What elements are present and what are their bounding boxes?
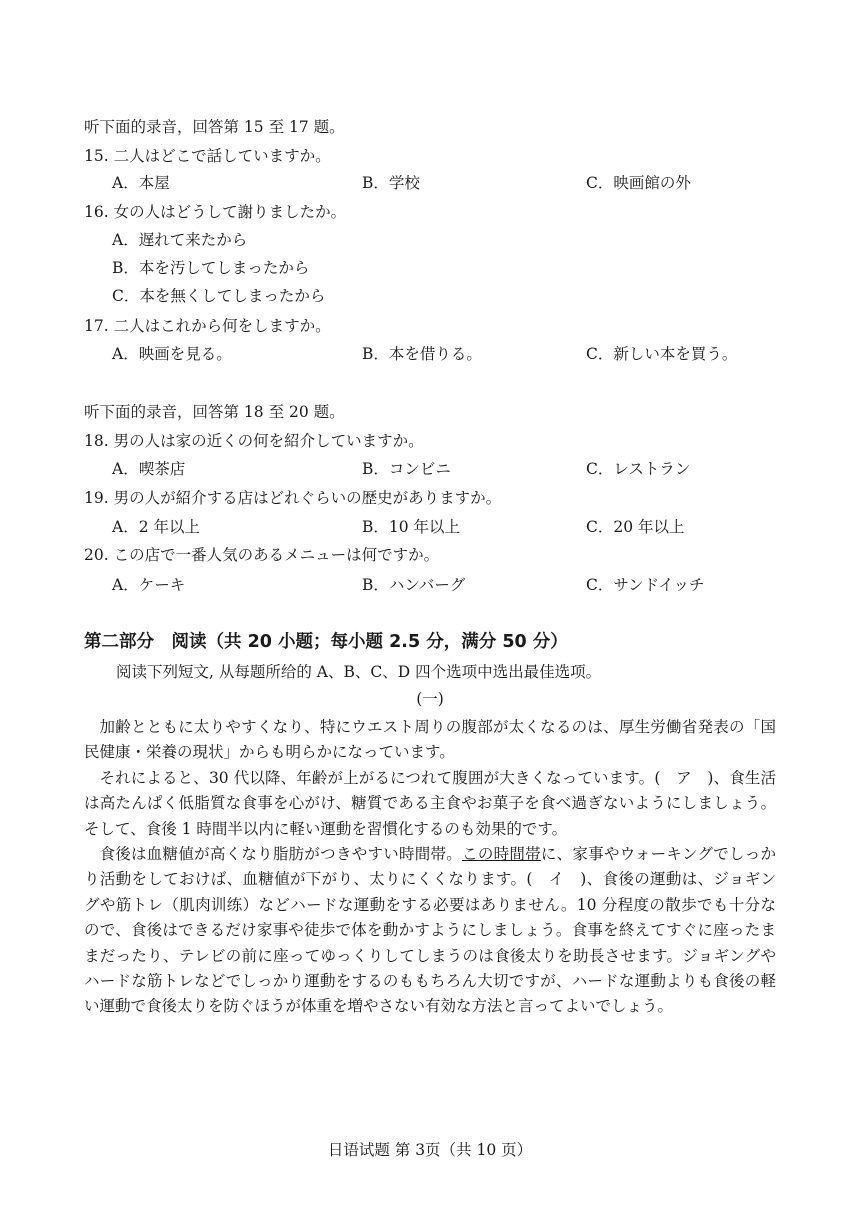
question-18-option-b: B．コンビニ [362, 460, 451, 478]
question-19-option-b: B．10 年以上 [362, 518, 461, 536]
paragraph-3-text-after: に、家事やウォーキングでしっかり活動をしておけば、血糖値が下がり、太りにくくなります。( イ )、食後の運動は、ジョギングや筋トレ（肌肉训练）などハードな運動をする必要はありません。10 分程度の散歩でも十分なので、食後はできるだけ家事や徒歩で体を動かすようにしましょう。食事を終えてすぐに座ったままだったり、テレビの前に座ってゆっくりしてしまうのは食後太りを助長させます。ジョギングやハードな筋トレなどでしっかり運動をするのももちろん大切ですが、ハードな運動よりも食後の軽い運動で食後太りを防ぐほうが体重を増やさない有効な方法と言ってよいでしょう。 [84, 845, 776, 1016]
question-15-option-a: A．本屋 [112, 174, 170, 192]
question-17-stem: 17. 二人はこれから何をしますか。 [84, 317, 331, 335]
question-20-option-c: C．サンドイッチ [586, 576, 705, 594]
passage-paragraph-3 [84, 842, 776, 1020]
listening-intro-18-20: 听下面的录音，回答第 18 至 20 题。 [84, 403, 345, 421]
passage-paragraph-1: 加齢とともに太りやすくなり、特にウエスト周りの腹部が太くなるのは、厚生労働省発表の「国民健康・栄養の現状」からも明らかになっています。 [84, 718, 776, 762]
question-18-stem: 18. 男の人は家の近くの何を紹介していますか。 [84, 432, 424, 450]
question-17-option-b: B．本を借りる。 [362, 345, 482, 363]
question-20-stem: 20. この店で一番人気のあるメニューは何ですか。 [84, 546, 440, 564]
question-19-option-a: A．2 年以上 [112, 518, 200, 536]
reading-instruction: 阅读下列短文, 从每题所给的 A、B、C、D 四个选项中选出最佳选项。 [116, 663, 602, 681]
section-title-reading: 第二部分 阅读（共 20 小题；每小题 2.5 分，满分 50 分） [84, 632, 568, 652]
question-17-option-c: C．新しい本を買う。 [586, 345, 738, 363]
listening-intro-15-17: 听下面的录音，回答第 15 至 17 题。 [84, 118, 345, 136]
question-17-option-a: A．映画を見る。 [112, 345, 232, 363]
passage-number: (一) [416, 690, 444, 708]
underlined-phrase: この時間帯 [462, 845, 541, 864]
question-15-option-b: B．学校 [362, 174, 420, 192]
question-15-stem: 15. 二人はどこで話していますか。 [84, 147, 331, 165]
page-footer: 日语试题 第 3页（共 10 页） [327, 1141, 533, 1159]
question-18-option-a: A．喫茶店 [112, 460, 186, 478]
question-20-option-b: B．ハンバーグ [362, 576, 466, 594]
question-15-option-c: C．映画館の外 [586, 174, 691, 192]
question-16-stem: 16. 女の人はどうして謝りましたか。 [84, 203, 347, 221]
question-16-option-c: C．本を無くしてしまったから [112, 287, 326, 305]
passage-paragraph-2: それによると、30 代以降、年齢が上がるにつれて腹囲が大きくなっています。( ア )、食生活は高たんぱく低脂質な食事を心がけ、糖質である主食やお菓子を食べ過ぎないようにしましょう。そして、食後 1 時間半以内に軽い運動を習慣化するのも効果的です。 [84, 768, 776, 838]
question-20-option-a: A．ケーキ [112, 576, 186, 594]
question-19-stem: 19. 男の人が紹介する店はどれぐらいの歴史がありますか。 [84, 489, 502, 507]
question-18-option-c: C．レストラン [586, 460, 691, 478]
question-16-option-b: B．本を汚してしまったから [112, 259, 310, 277]
question-19-option-c: C．20 年以上 [586, 518, 685, 536]
reading-passage [84, 715, 776, 1020]
question-16-option-a: A．遅れて来たから [112, 231, 248, 249]
paragraph-3-text-before: 食後は血糖値が高くなり脂肪がつきやすい時間帯。 [99, 845, 463, 864]
